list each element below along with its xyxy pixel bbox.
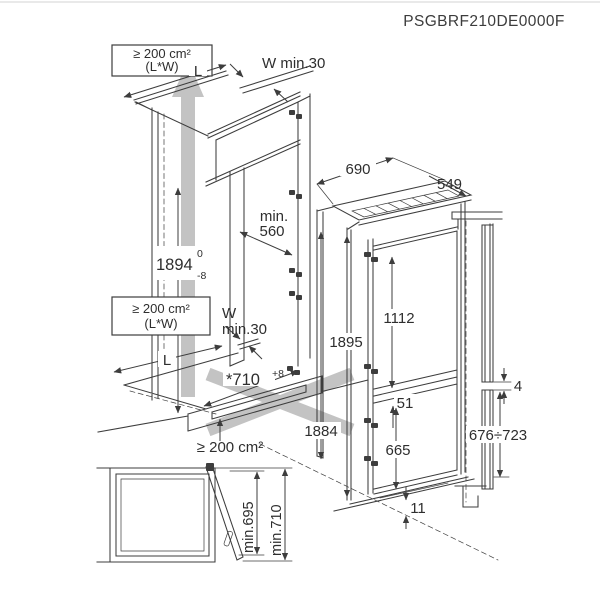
dimension-niche-depth	[240, 208, 292, 255]
page-title: PSGBRF210DE0000F	[403, 13, 565, 30]
label-length-bottom: L	[162, 352, 172, 369]
label-door-gap: 51	[396, 395, 414, 412]
label-depth-door-open: min.695	[241, 501, 257, 553]
door-hinge-icon	[206, 463, 214, 471]
label-niche-height: 1894	[156, 256, 193, 274]
appliance-dimensions-view	[302, 158, 474, 529]
label-depth-total: min.710	[269, 504, 285, 556]
label-wall-gap-top: W min.30	[262, 55, 326, 72]
open-door-panel	[206, 466, 243, 560]
label-niche-depth-line1: min.	[259, 208, 289, 225]
label-niche-height-tol-minus: -8	[197, 270, 207, 282]
label-plinth-vent: ≥ 200 cm²	[196, 439, 264, 456]
airflow-up-arrow-icon	[172, 60, 207, 397]
top-vent-area-line1: ≥ 200 cm²	[133, 46, 191, 61]
dimension-panel-gap	[504, 368, 522, 404]
label-upper-door: 1112	[383, 310, 415, 327]
label-niche-height-tol-plus: 0	[197, 248, 203, 260]
label-niche-width-tol: +8	[272, 368, 284, 380]
hinge-icon	[364, 252, 378, 466]
label-lower-door: 665	[385, 442, 411, 459]
hinge-icon	[287, 110, 302, 375]
top-view-linework	[97, 463, 292, 562]
label-appliance-depth: 549	[437, 176, 463, 193]
door-panels-side-view	[452, 212, 530, 507]
label-bottom-clearance: 11	[410, 500, 426, 517]
dimension-length-bottom	[114, 346, 222, 372]
label-length-top: L	[193, 63, 203, 80]
dimension-appliance-width	[317, 158, 445, 204]
label-height-front: 1895	[329, 334, 363, 351]
top-vent-area-line2: (L*W)	[145, 59, 179, 74]
door-opening-top-view	[97, 463, 292, 562]
label-niche-width: *710	[226, 371, 260, 389]
dimension-lower-door	[380, 408, 415, 489]
dimension-door-gap	[393, 394, 417, 428]
label-panel-gap: 4	[513, 378, 523, 395]
bottom-vent-area-line2: (L*W)	[144, 316, 178, 331]
dimension-depth-door-open	[241, 472, 257, 554]
label-lower-panel-height: 676÷723	[468, 427, 528, 444]
label-appliance-width: 690	[345, 161, 371, 178]
dimension-wall-gap-top	[230, 55, 325, 102]
dimension-height-front	[327, 236, 366, 497]
dimension-upper-door	[382, 257, 417, 388]
label-height-rear: 1884	[304, 423, 338, 440]
label-niche-depth-line2: 560	[259, 223, 285, 240]
niche-installation-view	[98, 45, 498, 560]
ventilation-grille	[352, 190, 459, 217]
label-wall-gap-bottom-line2: min.30	[222, 321, 268, 338]
dimension-depth-total	[269, 469, 285, 560]
bottom-vent-area-box	[112, 297, 210, 335]
bottom-vent-area-line1: ≥ 200 cm²	[132, 301, 190, 316]
dimension-lower-panel-height	[466, 392, 530, 477]
label-wall-gap-bottom-line1: W	[222, 305, 237, 322]
